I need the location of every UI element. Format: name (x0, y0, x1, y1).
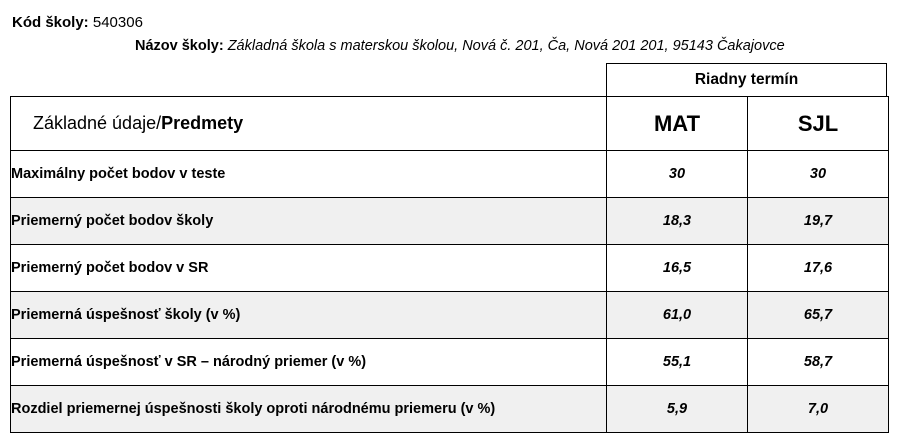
results-table (10, 96, 889, 433)
school-name-value: Základná škola s materskou školou, Nová č. 201, Ča, Nová 201 201, 95143 Čakajovce (227, 38, 785, 54)
value-sjl: 58,7 (748, 339, 889, 386)
table-row (11, 151, 889, 198)
row-label: Priemerný počet bodov v SR (11, 245, 607, 292)
school-code-value: 540306 (92, 14, 143, 31)
term-header: Riadny termín (606, 63, 887, 96)
value-sjl: 17,6 (748, 245, 889, 292)
value-mat: 30 (607, 151, 748, 198)
school-name (135, 38, 785, 54)
table-row (11, 292, 889, 339)
header-label-cell (11, 97, 607, 151)
table-row (11, 339, 889, 386)
value-mat: 61,0 (607, 292, 748, 339)
table-row (11, 386, 889, 433)
value-sjl: 65,7 (748, 292, 889, 339)
table-row (11, 198, 889, 245)
value-sjl: 30 (748, 151, 889, 198)
school-name-label: Názov školy: (135, 38, 224, 54)
row-label: Priemerná úspešnosť školy (v %) (11, 292, 607, 339)
header-label-bold: Predmety (161, 113, 244, 133)
subject-sjl: SJL (748, 97, 889, 151)
value-mat: 18,3 (607, 198, 748, 245)
value-mat: 55,1 (607, 339, 748, 386)
school-code-label: Kód školy: (12, 14, 89, 31)
value-sjl: 19,7 (748, 198, 889, 245)
row-label: Rozdiel priemernej úspešnosti školy oproti národnému priemeru (v %) (11, 386, 607, 433)
table-row (11, 245, 889, 292)
school-code (12, 14, 143, 31)
table-header-row (11, 97, 889, 151)
value-mat: 16,5 (607, 245, 748, 292)
value-mat: 5,9 (607, 386, 748, 433)
row-label: Priemerný počet bodov školy (11, 198, 607, 245)
subject-mat: MAT (607, 97, 748, 151)
row-label: Priemerná úspešnosť v SR – národný priemer (v %) (11, 339, 607, 386)
header-label-normal: Základné údaje/ (33, 113, 162, 133)
value-sjl: 7,0 (748, 386, 889, 433)
row-label: Maximálny počet bodov v teste (11, 151, 607, 198)
